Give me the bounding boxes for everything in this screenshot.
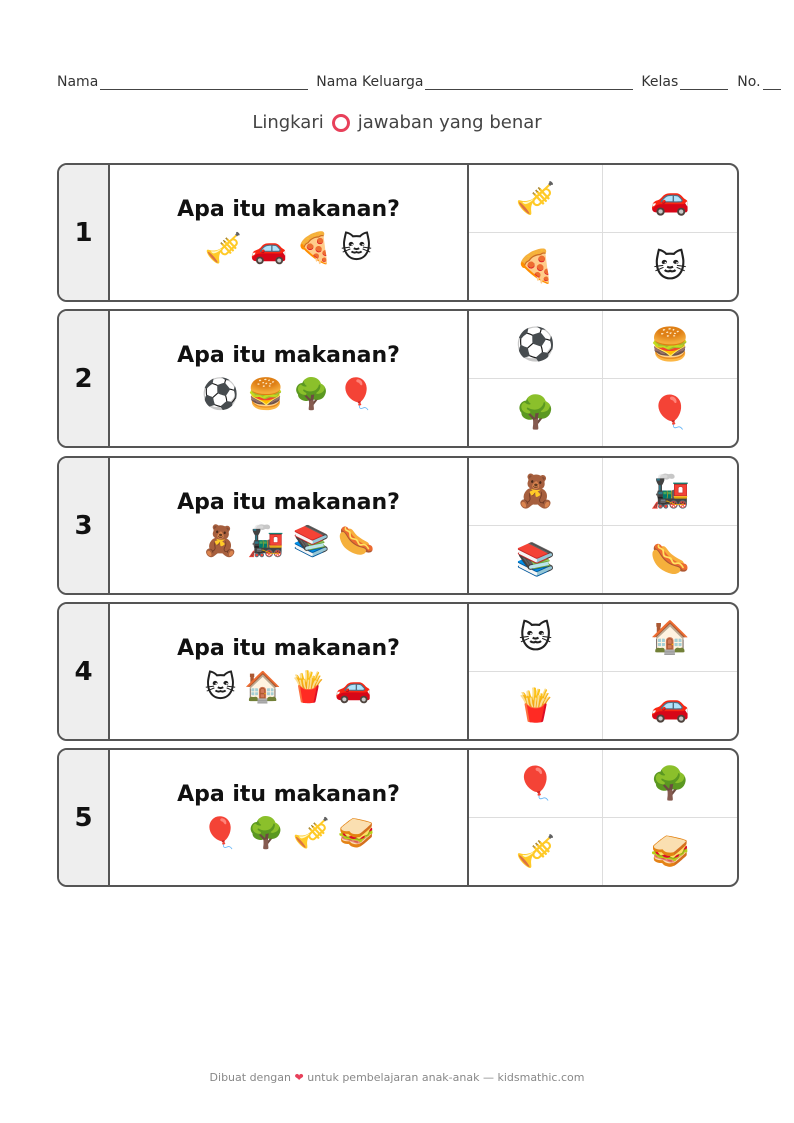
- item-emoji-icon: 🎺: [204, 231, 243, 266]
- question-number: 4: [59, 604, 110, 739]
- question-item-row: [201, 816, 376, 851]
- student-info-header: [57, 68, 794, 90]
- answer-option[interactable]: 🏠: [603, 604, 737, 672]
- question-text: Apa itu makanan?: [177, 782, 400, 807]
- answer-option[interactable]: 🎺: [469, 165, 603, 233]
- answer-option[interactable]: 🌳: [469, 379, 603, 447]
- question-number: 5: [59, 750, 110, 885]
- item-emoji-icon: 🥪: [337, 816, 376, 851]
- answer-option[interactable]: 🌭: [650, 540, 690, 579]
- question-box: [110, 458, 469, 593]
- answer-option[interactable]: 🐱: [653, 247, 687, 286]
- number-label: No.: [737, 74, 761, 90]
- question-number: 1: [59, 165, 110, 300]
- footer-text-after: untuk pembelajaran anak-anak — kidsmathic.com: [307, 1071, 585, 1084]
- question-text: Apa itu makanan?: [177, 490, 400, 515]
- question-box: [110, 604, 469, 739]
- answer-option[interactable]: 🍕: [469, 233, 603, 301]
- question-text: Apa itu makanan?: [177, 197, 400, 222]
- item-emoji-icon: 🐱: [204, 670, 237, 705]
- answer-option[interactable]: 🥪: [650, 832, 690, 871]
- question-number: 2: [59, 311, 110, 446]
- answer-grid: [469, 458, 737, 593]
- item-emoji-icon: 🐱: [340, 231, 373, 266]
- answer-option[interactable]: 🚗: [603, 165, 737, 233]
- question-card: [57, 309, 739, 448]
- item-emoji-icon: ⚽: [201, 377, 240, 412]
- question-card: [57, 748, 739, 887]
- answer-grid: [469, 750, 737, 885]
- question-item-row: [201, 524, 376, 559]
- answer-option[interactable]: 🚂: [603, 458, 737, 526]
- item-emoji-icon: 🍟: [289, 670, 327, 705]
- answer-option[interactable]: 🧸: [469, 458, 603, 526]
- instruction-text-before: Lingkari: [252, 112, 324, 133]
- item-emoji-icon: 🌭: [337, 524, 376, 559]
- item-emoji-icon: 🚗: [250, 231, 288, 266]
- item-emoji-icon: 🚂: [247, 524, 285, 559]
- circle-icon: [332, 114, 350, 132]
- question-card: [57, 163, 739, 302]
- instruction-text-after: jawaban yang benar: [357, 112, 542, 133]
- answer-grid: [469, 604, 737, 739]
- answer-option[interactable]: 📚: [469, 526, 603, 594]
- footer-text-before: Dibuat dengan: [209, 1071, 291, 1084]
- heart-icon: ❤: [294, 1071, 304, 1084]
- item-emoji-icon: 🌳: [292, 377, 330, 412]
- answer-option[interactable]: 🐱: [469, 604, 603, 672]
- name-field[interactable]: [100, 75, 308, 90]
- item-emoji-icon: 🚗: [334, 670, 373, 705]
- class-label: Kelas: [641, 74, 679, 90]
- answer-grid: [469, 165, 737, 300]
- question-text: Apa itu makanan?: [177, 636, 400, 661]
- item-emoji-icon: 🎺: [292, 816, 330, 851]
- question-text: Apa itu makanan?: [177, 343, 400, 368]
- footer: [0, 1071, 794, 1084]
- question-box: [110, 750, 469, 885]
- answer-option[interactable]: 🌳: [603, 750, 737, 818]
- question-item-row: [204, 670, 373, 705]
- instruction: [0, 112, 794, 133]
- answer-option[interactable]: 🎺: [469, 818, 603, 886]
- question-box: [110, 311, 469, 446]
- name-label: Nama: [57, 74, 99, 90]
- question-card: [57, 456, 739, 595]
- answer-option[interactable]: 🍟: [469, 672, 603, 740]
- answer-option[interactable]: 🎈: [650, 393, 690, 432]
- answer-option[interactable]: 🚗: [650, 686, 690, 725]
- family-name-field[interactable]: [425, 75, 633, 90]
- item-emoji-icon: 🏠: [244, 670, 282, 705]
- item-emoji-icon: 🍕: [295, 231, 333, 266]
- item-emoji-icon: 🍔: [247, 377, 285, 412]
- class-field[interactable]: [680, 75, 728, 90]
- number-field[interactable]: [763, 75, 781, 90]
- answer-grid: [469, 311, 737, 446]
- item-emoji-icon: 🎈: [201, 816, 240, 851]
- question-box: [110, 165, 469, 300]
- item-emoji-icon: 🌳: [247, 816, 285, 851]
- question-card: [57, 602, 739, 741]
- answer-option[interactable]: 🎈: [469, 750, 603, 818]
- answer-option[interactable]: ⚽: [469, 311, 603, 379]
- question-item-row: [204, 231, 373, 266]
- family-name-label: Nama Keluarga: [316, 74, 424, 90]
- question-item-row: [201, 377, 376, 412]
- item-emoji-icon: 📚: [292, 524, 330, 559]
- item-emoji-icon: 🎈: [337, 377, 376, 412]
- answer-option[interactable]: 🍔: [603, 311, 737, 379]
- question-number: 3: [59, 458, 110, 593]
- item-emoji-icon: 🧸: [201, 524, 240, 559]
